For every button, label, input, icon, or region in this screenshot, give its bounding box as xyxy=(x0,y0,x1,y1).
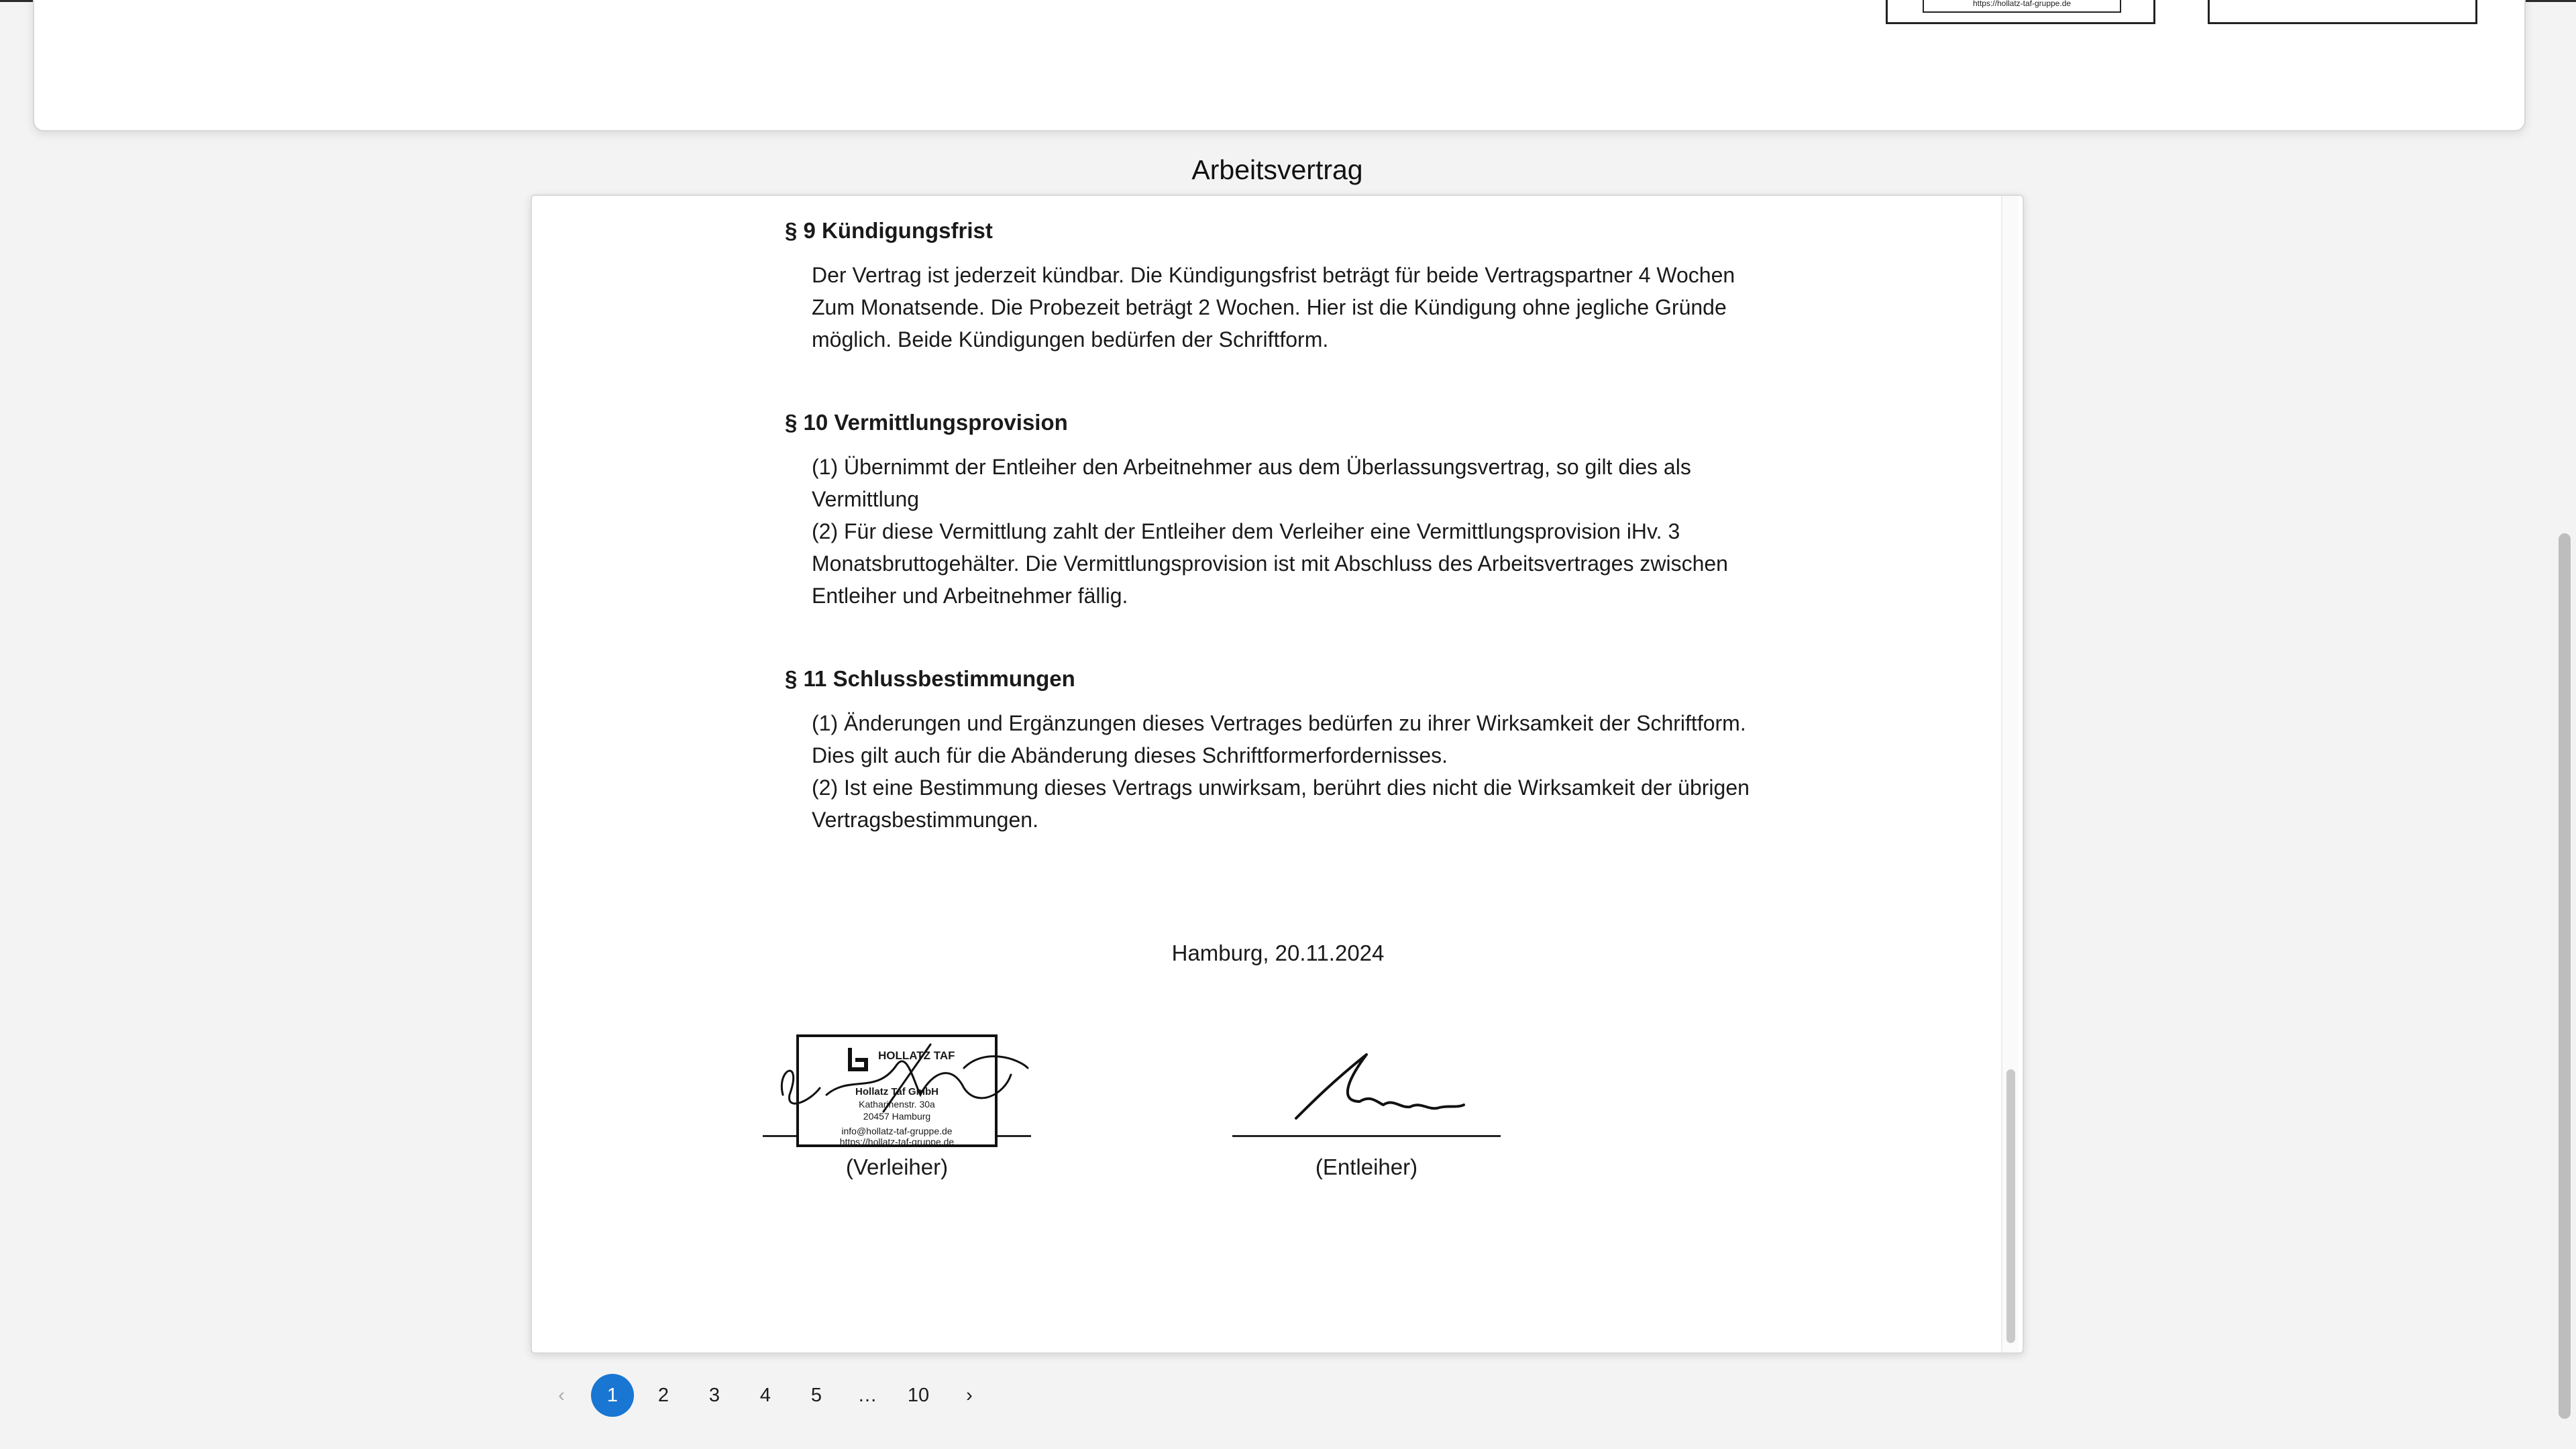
signature-lender xyxy=(763,1001,1031,1180)
document-scrollbar-thumb[interactable] xyxy=(2006,1069,2015,1343)
page-button-2[interactable]: 2 xyxy=(657,1384,669,1406)
place-date: Hamburg, 20.11.2024 xyxy=(1171,941,1385,965)
section-heading: § 10 Vermittlungsprovision xyxy=(785,410,1068,435)
signature-borrower xyxy=(1232,1001,1501,1180)
handwritten-signature-borrower xyxy=(1232,1001,1501,1142)
thumbnail-stamp-web: https://hollatz-taf-gruppe.de xyxy=(1972,0,2072,8)
document-viewer[interactable] xyxy=(531,195,2024,1354)
section-schlussbestimmungen xyxy=(785,664,1771,836)
section-paragraph: (1) Übernimmt der Entleiher den Arbeitnehmer aus dem Überlassungsvertrag, so gilt dies als Vermittlung xyxy=(812,455,1691,511)
document-scrollbar[interactable] xyxy=(2001,196,2019,1352)
window-scrollbar[interactable] xyxy=(2559,0,2571,1449)
stamp-web: https://hollatz-taf-gruppe.de xyxy=(839,1136,955,1147)
page-button-3[interactable]: 3 xyxy=(708,1384,720,1406)
section-heading: § 11 Schlussbestimmungen xyxy=(785,666,1075,691)
window-scrollbar-thumb[interactable] xyxy=(2559,533,2571,1419)
signature-role-lender: (Verleiher) xyxy=(845,1155,949,1179)
signature-area-lender xyxy=(763,1001,1031,1147)
stamp-company: Hollatz Taf GmbH xyxy=(855,1086,938,1097)
document-page xyxy=(785,216,1771,1179)
thumbnail-stamp xyxy=(1923,0,2121,13)
section-paragraph: (2) Für diese Vermittlung zahlt der Entleiher dem Verleiher eine Vermittlungsprovision iHv. 3 Monatsbruttogehälter. Die Vermittlungsprovision ist mit Abschluss des Arbeitsvertrages zwischen Entleiher und Arbeitnehmer fällig. xyxy=(812,519,1728,608)
company-stamp xyxy=(796,1034,998,1147)
section-vermittlungsprovision xyxy=(785,408,1771,612)
previous-page-button[interactable]: ‹ xyxy=(558,1384,565,1406)
stamp-city: 20457 Hamburg xyxy=(863,1111,931,1122)
signature-area-borrower xyxy=(1232,1001,1501,1135)
stamp-email: info@hollatz-taf-gruppe.de xyxy=(841,1126,953,1136)
pagination-ellipsis: … xyxy=(857,1384,877,1406)
section-body xyxy=(812,451,1771,612)
section-paragraph: (1) Änderungen und Ergänzungen dieses Vertrages bedürfen zu ihrer Wirksamkeit der Schriftform. Dies gilt auch für die Abänderung dieses Schriftformerfordernisses. xyxy=(812,711,1746,767)
signature-thumbnail-lender xyxy=(1886,0,2155,24)
page-button-1[interactable]: 1 xyxy=(591,1374,634,1417)
page-button-10[interactable]: 10 xyxy=(907,1384,930,1406)
section-heading: § 9 Kündigungsfrist xyxy=(785,218,993,243)
stamp-street: Katharinenstr. 30a xyxy=(859,1099,935,1110)
signature-line xyxy=(1232,1135,1501,1137)
previous-document-card xyxy=(33,0,2526,131)
company-logo-icon xyxy=(846,1045,875,1077)
document-title: Arbeitsvertrag xyxy=(1191,154,1363,185)
page-button-4[interactable]: 4 xyxy=(759,1384,771,1406)
page-button-5[interactable]: 5 xyxy=(810,1384,822,1406)
stamp-brand: HOLLATZ TAF xyxy=(878,1049,955,1062)
signature-role-borrower: (Entleiher) xyxy=(1315,1155,1418,1179)
section-body xyxy=(812,707,1771,836)
pagination xyxy=(540,1374,991,1417)
section-paragraph: (2) Ist eine Bestimmung dieses Vertrags unwirksam, berührt dies nicht die Wirksamkeit der übrigen Vertragsbestimmungen. xyxy=(812,775,1750,832)
signature-thumbnail-borrower xyxy=(2208,0,2477,24)
section-body: Der Vertrag ist jederzeit kündbar. Die Kündigungsfrist beträgt für beide Vertragspartner 4 Wochen Zum Monatsende. Die Probezeit beträgt 2 Wochen. Hier ist die Kündigung ohne jegliche Gründe möglich. Beide Kündigungen bedürfen der Schriftform. xyxy=(812,263,1735,352)
section-kuendigungsfrist xyxy=(785,216,1771,356)
next-page-button[interactable]: › xyxy=(966,1384,973,1406)
